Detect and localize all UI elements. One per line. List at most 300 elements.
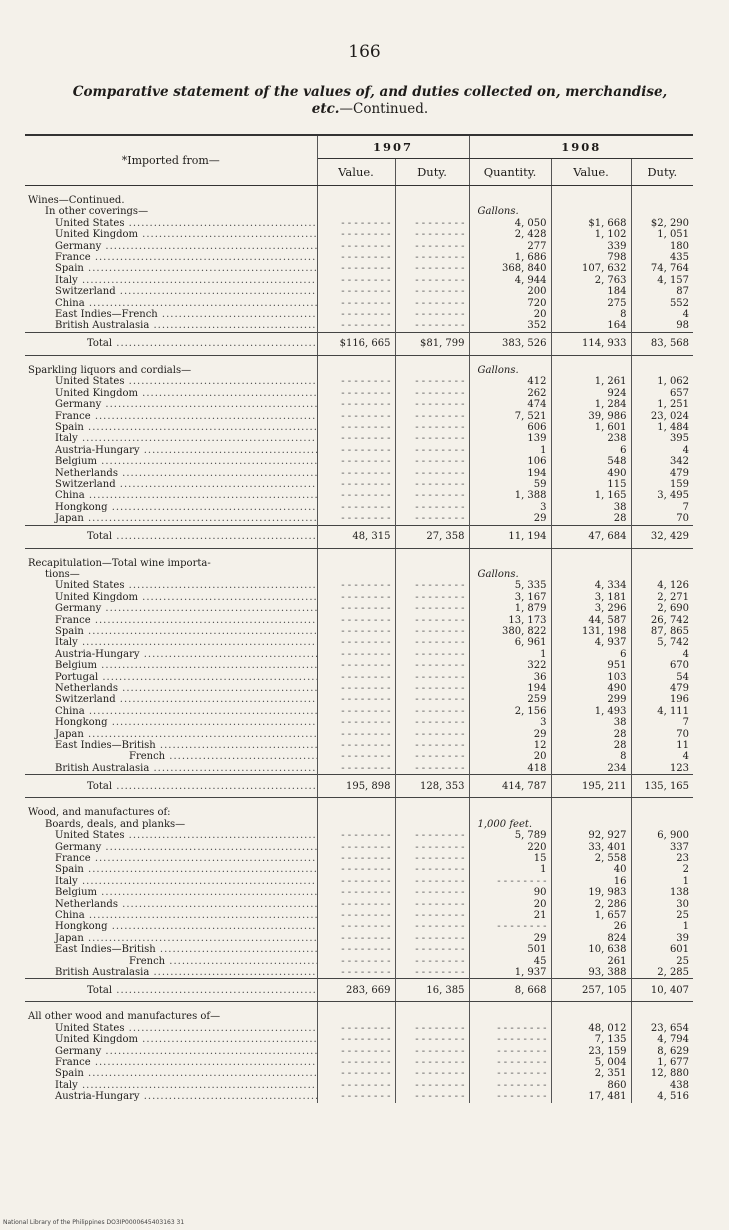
row-label (25, 206, 317, 217)
quantity-1908 (469, 1034, 551, 1045)
row-label (25, 456, 317, 467)
row-label (25, 910, 317, 921)
spacer-cell (317, 548, 395, 558)
value-1907 (317, 1034, 395, 1045)
value-1907 (317, 558, 395, 569)
footer-credit: National Library of the Philippines DO3IP0000645403163 31 (3, 1219, 185, 1226)
table-row (25, 298, 693, 309)
dash-leader: - - - - - - - - (415, 875, 465, 887)
duty-1908: 7 (682, 717, 690, 729)
row-label-text: East Indies—British ..... (55, 740, 317, 751)
value-1907 (317, 399, 395, 410)
duty-1908: 25 (676, 955, 690, 967)
duty-1907 (395, 956, 469, 967)
row-label-text: Portugal ..... (55, 672, 317, 683)
quantity-1908: 259 (469, 694, 551, 705)
dash-leader: - - - - - - - - (341, 1034, 391, 1046)
dash-leader: - - - - - - - - (415, 387, 465, 399)
duty-1907 (395, 252, 469, 263)
value-1907 (317, 309, 395, 320)
row-label-text: France ..... (55, 252, 317, 263)
dash-leader: - - - - - - - - (415, 740, 465, 752)
value-1907 (317, 967, 395, 979)
quantity-1908: Gallons. (469, 569, 551, 580)
quantity-1908: 194 (469, 683, 551, 694)
table-row (25, 1080, 693, 1091)
duty-1908: 4 (682, 751, 690, 763)
value-1908: 17, 481 (551, 1091, 631, 1102)
dash-leader: - - - - - - - - (341, 456, 391, 468)
total-duty-1907: 27, 358 (395, 525, 469, 548)
value-1907 (317, 887, 395, 898)
quantity-1908: 380, 822 (469, 626, 551, 637)
dash-leader: - - - - - - - - (415, 410, 465, 422)
dash-leader: - - - - - - - - (415, 1057, 465, 1068)
dash-leader: - - - - - - - - (415, 887, 465, 899)
quantity-1908: 200 (469, 286, 551, 297)
row-label-text: Wood, and manufactures of: (28, 807, 171, 819)
table-row (25, 1046, 693, 1057)
quantity-1908: 7, 521 (469, 411, 551, 422)
dash-leader: - - - - - - - - (341, 490, 391, 502)
value-1908: 16 (551, 876, 631, 887)
table-row (25, 660, 693, 671)
duty-1908: 5, 742 (657, 637, 690, 649)
row-label-text: British Australasia ..... (55, 763, 317, 774)
dash-leader: - - - - - - - - (415, 966, 465, 978)
dash-leader: - - - - - - - - (415, 1022, 465, 1034)
row-label-text: Japan ..... (55, 513, 317, 524)
spacer-row (25, 1002, 693, 1012)
col-quantity-1908: Quantity. (469, 159, 551, 186)
row-label-text: East Indies—French ..... (55, 309, 317, 320)
total-label (25, 525, 317, 548)
quantity-1908: 4, 050 (469, 218, 551, 229)
duty-1907 (395, 1057, 469, 1068)
table-row (25, 626, 693, 637)
duty-1908: 601 (669, 944, 690, 956)
dash-leader: - - - - - - - - (341, 648, 391, 660)
duty-1907 (395, 706, 469, 717)
row-label (25, 218, 317, 229)
row-label (25, 580, 317, 591)
row-label-text: Switzerland ..... (55, 694, 317, 705)
dash-leader: - - - - - - - - (341, 683, 391, 695)
table-row (25, 263, 693, 274)
row-label (25, 1080, 317, 1091)
quantity-1908 (469, 1023, 551, 1034)
quantity-1908: 106 (469, 456, 551, 467)
table-row (25, 241, 693, 252)
quantity-1908: 5, 335 (469, 580, 551, 591)
duty-1907 (395, 298, 469, 309)
table-row (25, 275, 693, 286)
duty-1908: 30 (676, 898, 690, 910)
total-label (25, 979, 317, 1002)
dash-leader: - - - - - - - - (415, 309, 465, 321)
row-label (25, 830, 317, 841)
duty-1908: 8, 629 (657, 1045, 690, 1057)
row-label-text: Netherlands ..... (55, 683, 317, 694)
dash-leader: - - - - - - - - (415, 762, 465, 774)
duty-1907 (395, 807, 469, 818)
dash-leader: - - - - - - - - (341, 252, 391, 264)
row-label-text: Austria-Hungary ..... (55, 445, 317, 456)
duty-1908: 74, 764 (650, 263, 690, 275)
row-label (25, 967, 317, 979)
duty-1907 (395, 399, 469, 410)
dash-leader: - - - - - - - - (341, 421, 391, 433)
dash-leader: - - - - - - - - (415, 229, 465, 241)
row-label-text: China ..... (55, 490, 317, 501)
row-label (25, 1091, 317, 1102)
duty-1908: 479 (669, 683, 690, 695)
duty-1907 (395, 740, 469, 751)
table-row (25, 558, 693, 569)
value-1908: 339 (551, 241, 631, 252)
row-label (25, 502, 317, 513)
duty-1908: 2 (682, 864, 690, 876)
value-1907 (317, 649, 395, 660)
row-label-text: Germany ..... (55, 1046, 317, 1057)
duty-1907 (395, 615, 469, 626)
dash-leader: - - - - - - - - (415, 1034, 465, 1046)
quantity-1908 (469, 1046, 551, 1057)
table-row (25, 252, 693, 263)
row-label-text: United States ..... (55, 218, 317, 229)
value-1908: 10, 638 (551, 944, 631, 955)
row-label-text: Italy ..... (55, 637, 317, 648)
spacer-cell (25, 1002, 317, 1012)
table-row (25, 286, 693, 297)
duty-1907 (395, 502, 469, 513)
row-label-text: Germany ..... (55, 399, 317, 410)
duty-1907 (395, 468, 469, 479)
dash-leader: - - - - - - - - (341, 694, 391, 706)
spacer-cell (317, 186, 395, 196)
dash-leader: - - - - - - - - (415, 240, 465, 252)
value-1908: 28 (551, 740, 631, 751)
quantity-1908: 29 (469, 513, 551, 525)
quantity-1908: 1,000 feet. (469, 819, 551, 830)
duty-1908: 123 (669, 762, 690, 774)
table-row (25, 763, 693, 775)
spacer-cell (631, 1002, 693, 1012)
duty-1908: 98 (676, 320, 690, 332)
spacer-cell (25, 186, 317, 196)
row-label-text: Switzerland ..... (55, 479, 317, 490)
total-value-1908: 195, 211 (551, 775, 631, 798)
value-1907 (317, 422, 395, 433)
row-label-text: Switzerland ..... (55, 286, 317, 297)
duty-1908 (631, 206, 693, 217)
value-1908: 860 (551, 1080, 631, 1091)
value-1907 (317, 933, 395, 944)
spacer-cell (469, 548, 551, 558)
dash-leader: - - - - - - - - (415, 501, 465, 513)
quantity-1908: 3 (469, 502, 551, 513)
row-label (25, 956, 317, 967)
table-row (25, 445, 693, 456)
dash-leader: - - - - - - - - (497, 1045, 547, 1057)
table-row (25, 853, 693, 864)
duty-1907 (395, 388, 469, 399)
total-duty-1908: 83, 568 (631, 332, 693, 355)
row-label-text: Germany ..... (55, 241, 317, 252)
duty-1907 (395, 365, 469, 376)
row-label (25, 490, 317, 501)
dash-leader: - - - - - - - - (415, 513, 465, 525)
row-label-text: Japan ..... (55, 933, 317, 944)
table-row (25, 1068, 693, 1079)
value-1907 (317, 763, 395, 775)
duty-1908: 7 (682, 501, 690, 513)
duty-1908: 4, 126 (657, 580, 690, 592)
value-1908: 3, 296 (551, 603, 631, 614)
total-row (25, 979, 693, 1002)
table-row (25, 206, 693, 217)
quantity-1908: 418 (469, 763, 551, 775)
quantity-1908: 720 (469, 298, 551, 309)
quantity-1908: 220 (469, 842, 551, 853)
dash-leader: - - - - - - - - (341, 467, 391, 479)
table-row (25, 592, 693, 603)
quantity-1908: 352 (469, 320, 551, 332)
dash-leader: - - - - - - - - (341, 852, 391, 864)
table-row (25, 876, 693, 887)
quantity-1908 (469, 1080, 551, 1091)
dash-leader: - - - - - - - - (415, 376, 465, 388)
quantity-1908: 36 (469, 672, 551, 683)
duty-1907 (395, 263, 469, 274)
duty-1907 (395, 241, 469, 252)
table-row (25, 422, 693, 433)
dash-leader: - - - - - - - - (341, 909, 391, 921)
statement-table (25, 136, 693, 1103)
value-1907 (317, 195, 395, 206)
table-row (25, 842, 693, 853)
quantity-1908: 474 (469, 399, 551, 410)
row-label (25, 1068, 317, 1079)
row-label (25, 842, 317, 853)
quantity-1908: 1 (469, 649, 551, 660)
table-row (25, 694, 693, 705)
row-label (25, 921, 317, 932)
value-1907 (317, 1068, 395, 1079)
row-label-text: France ..... (55, 1057, 317, 1068)
value-1907 (317, 1091, 395, 1102)
quantity-1908: 1, 388 (469, 490, 551, 501)
row-label-text: Austria-Hungary ..... (55, 1091, 317, 1102)
duty-1908: 1, 062 (657, 376, 690, 388)
quantity-1908: 20 (469, 751, 551, 762)
table-row (25, 887, 693, 898)
quantity-1908: 59 (469, 479, 551, 490)
row-label-text: Italy ..... (55, 876, 317, 887)
table-row (25, 649, 693, 660)
spacer-cell (551, 186, 631, 196)
row-label-text: Spain ..... (55, 864, 317, 875)
row-label (25, 252, 317, 263)
duty-1907 (395, 433, 469, 444)
table-row (25, 899, 693, 910)
dash-leader: - - - - - - - - (415, 728, 465, 740)
spacer-cell (631, 186, 693, 196)
table-row (25, 490, 693, 501)
value-1908: 548 (551, 456, 631, 467)
dash-leader: - - - - - - - - (341, 671, 391, 683)
row-label-text: United Kingdom ..... (55, 388, 317, 399)
value-1908: 951 (551, 660, 631, 671)
value-1907 (317, 842, 395, 853)
value-1908: 107, 632 (551, 263, 631, 274)
total-label-text: Total ..... (87, 781, 317, 792)
duty-1907 (395, 842, 469, 853)
row-label (25, 445, 317, 456)
duty-1908: 1, 051 (657, 229, 690, 241)
dash-leader: - - - - - - - - (415, 944, 465, 956)
duty-1908: 12, 880 (650, 1068, 690, 1080)
duty-1908: 1, 484 (657, 421, 690, 433)
table-row (25, 388, 693, 399)
value-1908: 5, 004 (551, 1057, 631, 1068)
table-row (25, 1034, 693, 1045)
value-1908: 6 (551, 649, 631, 660)
quantity-1908: 139 (469, 433, 551, 444)
quantity-1908 (469, 921, 551, 932)
value-1907 (317, 910, 395, 921)
total-row (25, 775, 693, 798)
value-1908: 261 (551, 956, 631, 967)
row-label (25, 1057, 317, 1068)
duty-1907 (395, 717, 469, 728)
dash-leader: - - - - - - - - (415, 591, 465, 603)
table-body (25, 186, 693, 1103)
dash-leader: - - - - - - - - (415, 751, 465, 763)
quantity-1908 (469, 1011, 551, 1022)
duty-1907 (395, 286, 469, 297)
dash-leader: - - - - - - - - (415, 841, 465, 853)
value-1908: 40 (551, 864, 631, 875)
quantity-1908: 29 (469, 729, 551, 740)
duty-1907 (395, 558, 469, 569)
quantity-1908: 4, 944 (469, 275, 551, 286)
dash-leader: - - - - - - - - (341, 898, 391, 910)
row-label (25, 399, 317, 410)
duty-1908: 657 (669, 387, 690, 399)
value-1907 (317, 603, 395, 614)
row-label-text: Japan ..... (55, 729, 317, 740)
quantity-1908: 1, 686 (469, 252, 551, 263)
value-1908: 4, 937 (551, 637, 631, 648)
row-label (25, 706, 317, 717)
table-row (25, 365, 693, 376)
table-row (25, 195, 693, 206)
duty-1907 (395, 218, 469, 229)
spacer-cell (469, 798, 551, 808)
quantity-1908: 1 (469, 445, 551, 456)
value-1907 (317, 819, 395, 830)
quantity-1908: 29 (469, 933, 551, 944)
duty-1908: 70 (676, 728, 690, 740)
value-1907 (317, 807, 395, 818)
dash-leader: - - - - - - - - (341, 717, 391, 729)
table-row (25, 580, 693, 591)
table-row (25, 956, 693, 967)
quantity-1908: Gallons. (469, 206, 551, 217)
spacer-cell (631, 798, 693, 808)
dash-leader: - - - - - - - - (497, 1022, 547, 1034)
spacer-cell (25, 798, 317, 808)
row-label-text: Netherlands ..... (55, 468, 317, 479)
duty-1907 (395, 1046, 469, 1057)
total-duty-1907: 16, 385 (395, 979, 469, 1002)
duty-1907 (395, 513, 469, 525)
value-1908: 48, 012 (551, 1023, 631, 1034)
dash-leader: - - - - - - - - (415, 932, 465, 944)
value-1908: 8 (551, 751, 631, 762)
dash-leader: - - - - - - - - (341, 580, 391, 592)
table-row (25, 967, 693, 979)
duty-1908: 4 (682, 444, 690, 456)
dash-leader: - - - - - - - - (415, 830, 465, 842)
dash-leader: - - - - - - - - (341, 944, 391, 956)
duty-1907 (395, 1011, 469, 1022)
value-1908: 1, 493 (551, 706, 631, 717)
total-duty-1908: 32, 429 (631, 525, 693, 548)
dash-leader: - - - - - - - - (415, 456, 465, 468)
dash-leader: - - - - - - - - (341, 591, 391, 603)
table-row (25, 933, 693, 944)
total-quantity-1908: 414, 787 (469, 775, 551, 798)
dash-leader: - - - - - - - - (341, 932, 391, 944)
value-1907 (317, 241, 395, 252)
duty-1908: 4, 157 (657, 274, 690, 286)
row-label-text: Belgium ..... (55, 456, 317, 467)
duty-1907 (395, 887, 469, 898)
row-label-text: Belgium ..... (55, 887, 317, 898)
col-duty-1908: Duty. (631, 159, 693, 186)
quantity-1908 (469, 1057, 551, 1068)
duty-1907 (395, 626, 469, 637)
duty-1907 (395, 422, 469, 433)
dash-leader: - - - - - - - - (415, 297, 465, 309)
value-1908: 26 (551, 921, 631, 932)
row-label (25, 864, 317, 875)
dash-leader: - - - - - - - - (415, 683, 465, 695)
duty-1907 (395, 899, 469, 910)
dash-leader: - - - - - - - - (341, 433, 391, 445)
dash-leader: - - - - - - - - (415, 399, 465, 411)
dash-leader: - - - - - - - - (341, 399, 391, 411)
value-1907 (317, 1046, 395, 1057)
value-1908: 38 (551, 502, 631, 513)
dash-leader: - - - - - - - - (341, 705, 391, 717)
value-1907 (317, 853, 395, 864)
value-1908: 2, 286 (551, 899, 631, 910)
table-row (25, 309, 693, 320)
duty-1907 (395, 853, 469, 864)
dash-leader: - - - - - - - - (341, 376, 391, 388)
quantity-1908: 12 (469, 740, 551, 751)
duty-1908: 4, 794 (657, 1034, 690, 1046)
value-1908: 115 (551, 479, 631, 490)
table-row (25, 706, 693, 717)
duty-1907 (395, 1080, 469, 1091)
duty-1908: 4 (682, 648, 690, 660)
value-1907 (317, 365, 395, 376)
row-label-text: United Kingdom ..... (55, 1034, 317, 1045)
